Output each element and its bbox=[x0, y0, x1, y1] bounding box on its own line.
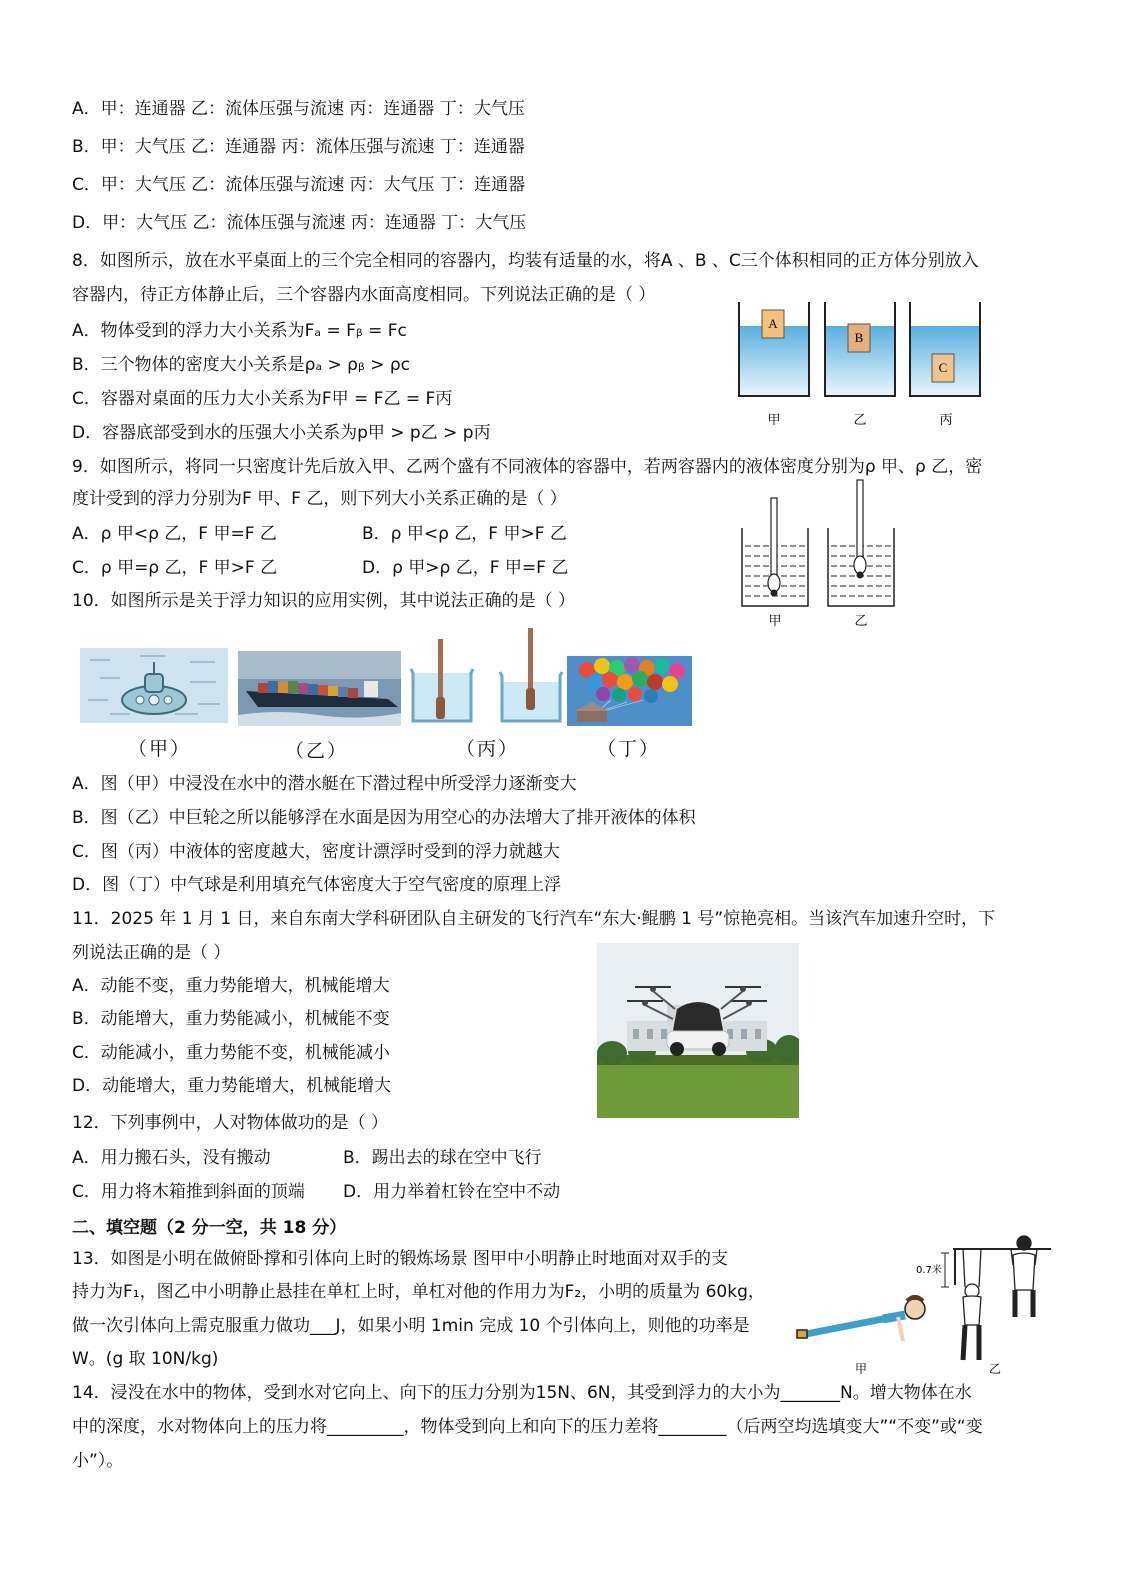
hydrometer-caption-jia: 甲 bbox=[768, 614, 782, 629]
hydrometer-caption-yi: 乙 bbox=[854, 614, 868, 629]
q8-option-d: D．容器底部受到水的压强大小关系为p甲 > p乙 > p丙 bbox=[72, 423, 491, 443]
q7-option-d: D．甲：大气压 乙：流体压强与流速 丙：连通器 丁：大气压 bbox=[72, 213, 527, 233]
q11-option-b: B．动能增大，重力势能减小，机械能不变 bbox=[72, 1009, 390, 1029]
q14-line2: 中的深度，水对物体向上的压力将_________，物体受到向上和向下的压力差将________（后两空均选填变大”“不变”或“变 bbox=[72, 1417, 983, 1437]
cargo-ship-image bbox=[238, 651, 401, 726]
q10-caption-jia: （甲） bbox=[128, 738, 192, 760]
q12-option-c: C．用力将木箱推到斜面的顶端 bbox=[72, 1182, 305, 1202]
caption-bing: 丙 bbox=[939, 413, 953, 428]
block-c-label: C bbox=[938, 360, 948, 375]
pushup-person bbox=[797, 1297, 925, 1341]
height-label: 0.7米 bbox=[916, 1265, 942, 1276]
hydrometer-container-yi bbox=[828, 480, 894, 606]
q12-option-b: B．踢出去的球在空中飞行 bbox=[343, 1148, 542, 1168]
q8-option-b: B．三个物体的密度大小关系是ρₐ > ρᵦ > ρc bbox=[72, 355, 410, 375]
q9-option-b: B．ρ 甲<ρ 乙，F 甲>F 乙 bbox=[362, 524, 567, 544]
q12-option-d: D．用力举着杠铃在空中不动 bbox=[343, 1182, 561, 1202]
q10-option-a: A．图（甲）中浸没在水中的潜水艇在下潜过程中所受浮力逐渐变大 bbox=[72, 774, 577, 794]
q7-option-c: C．甲：大气压 乙：流体压强与流速 丙：大气压 丁：连通器 bbox=[72, 175, 526, 195]
exercise-caption-yi: 乙 bbox=[989, 1362, 1002, 1376]
q10-caption-ding: （丁） bbox=[597, 738, 661, 760]
balloons-image bbox=[567, 656, 692, 726]
q8-option-c: C．容器对桌面的压力大小关系为F甲 = F乙 = F丙 bbox=[72, 389, 453, 409]
hydrometer-beaker-2-image bbox=[497, 626, 565, 725]
submarine-image bbox=[80, 648, 228, 723]
q10-caption-bing: （丙） bbox=[456, 738, 520, 760]
q9-stem-line1: 9．如图所示，将同一只密度计先后放入甲、乙两个盛有不同液体的容器中，若两容器内的液体密度分别为ρ 甲、ρ 乙，密 bbox=[72, 457, 983, 477]
q9-option-a: A．ρ 甲<ρ 乙，F 甲=F 乙 bbox=[72, 524, 277, 544]
q10-stem: 10．如图所示是关于浮力知识的应用实例，其中说法正确的是（ ） bbox=[72, 591, 576, 611]
block-b-label: B bbox=[854, 330, 864, 345]
q10-caption-yi: （乙） bbox=[285, 740, 349, 762]
q10-option-c: C．图（丙）中液体的密度越大，密度计漂浮时受到的浮力就越大 bbox=[72, 842, 560, 862]
q8-option-a: A．物体受到的浮力大小关系为Fₐ = Fᵦ = Fc bbox=[72, 321, 407, 341]
q9-option-d: D．ρ 甲>ρ 乙，F 甲=F 乙 bbox=[362, 558, 569, 578]
q8-containers-figure bbox=[730, 298, 990, 433]
q11-stem-line1: 11．2025 年 1 月 1 日，来自东南大学科研团队自主研发的飞行汽车“东大·鲲鹏 1 号”惊艳亮相。当该汽车加速升空时，下 bbox=[72, 909, 996, 929]
q13-line1: 13．如图是小明在做俯卧撑和引体向上时的锻炼场景 图甲中小明静止时地面对双手的支 bbox=[72, 1249, 729, 1269]
section-2-heading: 二、填空题（2 分一空，共 18 分） bbox=[72, 1218, 347, 1238]
hydrometer-container-jia bbox=[742, 498, 808, 606]
q12-option-a: A．用力搬石头，没有搬动 bbox=[72, 1148, 271, 1168]
block-a-label: A bbox=[768, 316, 778, 331]
q10-option-b: B．图（乙）中巨轮之所以能够浮在水面是因为用空心的办法增大了排开液体的体积 bbox=[72, 808, 696, 828]
q12-stem: 12．下列事例中，人对物体做功的是（ ） bbox=[72, 1113, 389, 1133]
q7-option-a: A．甲：连通器 乙：流体压强与流速 丙：连通器 丁：大气压 bbox=[72, 99, 525, 119]
q13-line3: 做一次引体向上需克服重力做功___J，如果小明 1min 完成 10 个引体向上，则他的功率是 bbox=[72, 1316, 750, 1336]
q13-line2: 持力为F₁，图乙中小明静止悬挂在单杠上时，单杠对他的作用力为F₂，小明的质量为 60kg， bbox=[72, 1282, 765, 1302]
hydrometer-beaker-1-image bbox=[408, 637, 476, 725]
q10-option-d: D．图（丁）中气球是利用填充气体密度大于空气密度的原理上浮 bbox=[72, 875, 562, 895]
q11-option-c: C．动能减小，重力势能不变，机械能减小 bbox=[72, 1043, 390, 1063]
q8-stem-line1: 8．如图所示，放在水平桌面上的三个完全相同的容器内，均装有适量的水，将A 、B 、C三个体积相同的正方体分别放入 bbox=[72, 251, 979, 271]
q7-option-b: B．甲：大气压 乙：连通器 丙：流体压强与流速 丁：连通器 bbox=[72, 137, 525, 157]
q14-line1: 14．浸没在水中的物体，受到水对它向上、向下的压力分别为15N、6N，其受到浮力的大小为_______N。增大物体在水 bbox=[72, 1383, 972, 1403]
q9-option-c: C．ρ 甲=ρ 乙，F 甲>F 乙 bbox=[72, 558, 278, 578]
exercise-caption-jia: 甲 bbox=[855, 1362, 868, 1376]
q11-option-a: A．动能不变，重力势能增大，机械能增大 bbox=[72, 976, 390, 996]
q11-option-d: D．动能增大，重力势能增大，机械能增大 bbox=[72, 1076, 392, 1096]
caption-yi: 乙 bbox=[853, 413, 867, 428]
q14-line3: 小”）。 bbox=[72, 1451, 124, 1471]
q9-stem-line2: 度计受到的浮力分别为F 甲、F 乙，则下列大小关系正确的是（ ） bbox=[72, 489, 567, 509]
caption-jia: 甲 bbox=[767, 413, 781, 428]
q9-hydrometer-figure bbox=[735, 478, 905, 630]
q11-stem-line2: 列说法正确的是（ ） bbox=[72, 943, 231, 963]
q8-stem-line2: 容器内，待正方体静止后，三个容器内水面高度相同。下列说法正确的是（ ） bbox=[72, 285, 656, 305]
pullup-person-low bbox=[963, 1249, 981, 1360]
flying-car-image bbox=[597, 943, 799, 1118]
exercise-figure bbox=[793, 1235, 1058, 1377]
q13-line4: W。(g 取 10N/kg) bbox=[72, 1349, 219, 1369]
